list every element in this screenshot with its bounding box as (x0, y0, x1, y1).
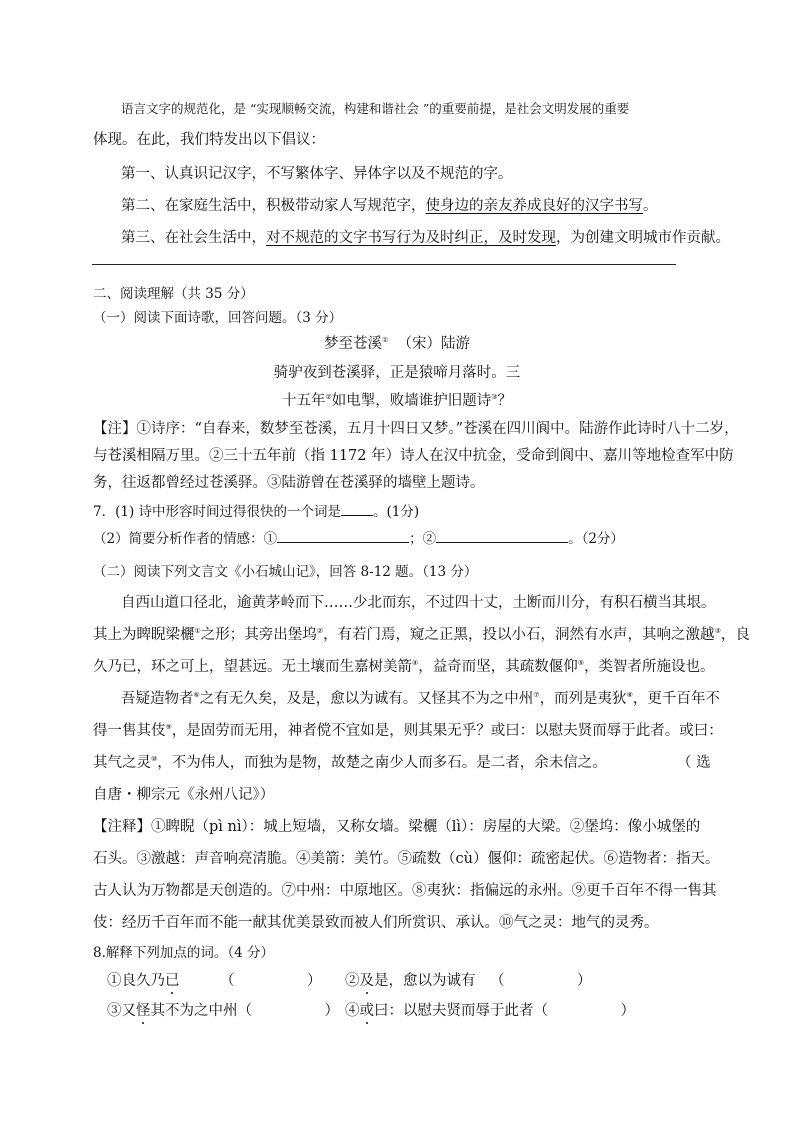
proposal-3-text: 第三、在社会生活中， (121, 230, 266, 246)
q8-item-4 (345, 1002, 635, 1020)
q8-item-3-dotted: 怪 (136, 1003, 151, 1019)
text-line-3-b: ，益奇而坚，其疏数偃仰 (418, 659, 578, 675)
text-line-6-b: ，不为伟人，而独为是物，故楚之南少人而多石。是二者，余未信之。 (157, 755, 607, 771)
question-7-2 (93, 528, 624, 548)
question-7-1-score: 。(1分) (373, 504, 420, 520)
text-line-3 (93, 658, 715, 676)
poem-line-2-b: 如电掣，败墙谁护旧题诗 (331, 393, 492, 409)
question-7-1-text: 7．(1) 诗中形容时间过得很快的一个词是 (93, 504, 342, 520)
section-heading: 二、阅读理解（共 35 分） (93, 286, 254, 302)
poem-mark-2: ② (325, 393, 332, 402)
q8-item-2-num: ② (345, 973, 360, 989)
proposal-3-underlined: 对不规范的文字书写行为及时纠正，及时发现 (266, 230, 556, 246)
note-mark-9: ⑨ (165, 723, 172, 732)
text-line-5 (93, 722, 723, 740)
poem-author: （宋）陆游 (397, 336, 470, 352)
question-7-2-sep: ；② (409, 531, 437, 547)
intro-line-2: 体现。在此，我们特发出以下倡议： (93, 132, 325, 148)
note-mark-5: ⑤ (577, 659, 585, 668)
proposal-2 (121, 197, 658, 215)
poem-note-3: 务，往返都曾经过苍溪驿。③陆游曾在苍溪驿的墙壁上题诗。 (93, 475, 485, 491)
text-line-2 (93, 626, 750, 644)
poem-title-mark: ① (382, 336, 389, 345)
text-line-3-a: 久乃已，环之可上，望甚远。无土壤而生嘉树美箭 (93, 659, 412, 675)
gloss-line-2: 石头。③激越：声音响亮清脆。④美箭：美竹。⑤疏数（cù）偃仰：疏密起伏。⑥造物者：指天。 (93, 851, 720, 867)
answer-blank-7-1[interactable] (341, 501, 373, 516)
part-2-instruction: （二）阅读下列文言文《小石城山记》，回答 8-12 题。（13 分） (93, 564, 478, 580)
q8-item-1-text: ①良久乃 (107, 973, 165, 989)
note-mark-3: ③ (714, 627, 721, 636)
text-line-6-source: （ 选 (677, 755, 711, 771)
question-7-1 (93, 501, 419, 521)
text-line-4-b: 之有无久矣，及是，愈以为诚有。又怪其不为之中州 (199, 691, 534, 707)
note-mark-6: ⑥ (193, 691, 200, 700)
text-line-4-a: 吾疑造物者 (121, 691, 194, 707)
proposal-2-end: 。 (643, 198, 658, 214)
poem-mark-3: ③ (491, 393, 498, 402)
q8-item-1-blank[interactable]: （ ） (220, 973, 322, 989)
text-line-2-d: ，良 (720, 627, 750, 643)
note-mark-4: ④ (412, 659, 419, 668)
text-line-5-a: 得一售其伎 (93, 723, 166, 739)
text-source: 自唐・柳宗元《永州八记》） (93, 787, 275, 803)
proposal-2-underlined: 使身边的亲友养成良好的汉字书写 (425, 198, 643, 214)
q8-item-2 (345, 972, 476, 990)
question-7-2-text: （2）简要分析作者的情感：① (93, 531, 278, 547)
q8-item-3-rest[interactable]: 其不为之中州（ ） (150, 1003, 339, 1019)
note-mark-1: ① (194, 627, 201, 636)
text-line-2-b: 之形；其旁出堡坞 (200, 627, 317, 643)
q8-item-4-rest[interactable]: 曰：以慰夫贤而辱于此者（ ） (374, 1003, 635, 1019)
text-line-2-a: 其上为睥睨梁欐 (93, 627, 195, 643)
note-mark-7: ⑦ (533, 691, 540, 700)
text-line-6-a: 其气之灵 (93, 755, 151, 771)
poem-line-2-c: ？ (497, 393, 513, 409)
q8-item-4-dotted: 或 (359, 1003, 374, 1019)
text-line-4 (121, 690, 720, 708)
text-line-3-c: ，类智者所施设也。 (584, 659, 715, 675)
q8-item-2-text: 是，愈以为诚有 (374, 973, 476, 989)
poem-note-2: 与苍溪相隔万里。②三十五年前（指 1172 年）诗人在汉中抗金，受命到阆中、嘉川等地检查军中防 (93, 448, 734, 464)
proposal-3-end: ，为创建文明城市作贡献。 (556, 230, 730, 246)
answer-blank-7-2-a[interactable] (277, 528, 409, 543)
proposal-1: 第一、认真识记汉字，不写繁体字、异体字以及不规范的字。 (121, 166, 513, 182)
q8-item-2-dotted: 及 (359, 973, 374, 989)
gloss-line-1: 【注释】①睥睨（pì nì）：城上短墙，又称女墙。梁欐（lì）：房屋的大梁。②堡坞：像小城堡的 (93, 819, 701, 835)
poem-title: 梦至苍溪 (324, 336, 382, 352)
gloss-line-4: 伎：经历千百年而不能一献其优美景致而被人们所赏识、承认。⑩气之灵：地气的灵秀。 (93, 915, 659, 931)
note-mark-8: ⑧ (626, 691, 633, 700)
poem-note-1: 【注】①诗序：“自春来，数梦至苍溪，五月十四日又梦。”苍溪在四川阆中。陆游作此诗时八十二岁， (93, 421, 739, 437)
question-8: 8.解释下列加点的词。（4 分） (93, 945, 275, 961)
proposal-2-text: 第二、在家庭生活中，积极带动家人写规范字， (121, 198, 426, 214)
poem-line-2-a: 十五年 (281, 393, 326, 409)
text-line-6 (93, 754, 607, 772)
poem-title-line (0, 335, 794, 353)
divider-line (92, 264, 676, 265)
poem-line-1: 骑驴夜到苍溪驿，正是猿啼月落时。三 (273, 365, 521, 381)
text-line-5-b: ，是固劳而无用，神者傥不宜如是，则其果无乎？或曰：以慰夫贤而辱于此者。或曰： (171, 723, 723, 739)
q8-item-1-dotted: 已 (165, 973, 180, 989)
text-line-4-d: ，更千百年不 (632, 691, 720, 707)
text-line-4-c: ，而列是夷狄 (539, 691, 627, 707)
proposal-3 (121, 229, 730, 247)
text-line-2-c: ，有若门焉，窥之正黑，投以小石，洞然有水声，其响之激越 (323, 627, 715, 643)
answer-blank-7-2-b[interactable] (436, 528, 568, 543)
q8-item-4-num: ④ (345, 1003, 360, 1019)
note-mark-2: ② (316, 627, 324, 636)
q8-item-3 (107, 1002, 339, 1020)
question-7-2-score: 。（2分） (568, 531, 624, 547)
text-line-1: 自西山道口径北，逾黄茅岭而下……少北而东，不过四十丈，土断而川分，有积石横当其垠。 (121, 595, 716, 611)
q8-item-3-text: ③又 (107, 1003, 136, 1019)
part-1-instruction: （一）阅读下面诗歌，回答问题。（3 分） (93, 310, 343, 326)
intro-line-1: 语言文字的规范化，是 “实现顺畅交流，构建和谐社会 ”的重要前提，是社会文明发展的重要 (121, 101, 630, 116)
poem-line-2 (0, 392, 794, 410)
q8-item-2-blank[interactable]: （ ） (490, 973, 592, 989)
note-mark-10: ⑩ (151, 755, 158, 764)
q8-item-1 (107, 972, 180, 990)
gloss-line-3: 古人认为万物都是天创造的。⑦中州：中原地区。⑧夷狄：指偏远的永州。⑨更千百年不得一售其 (93, 883, 717, 899)
